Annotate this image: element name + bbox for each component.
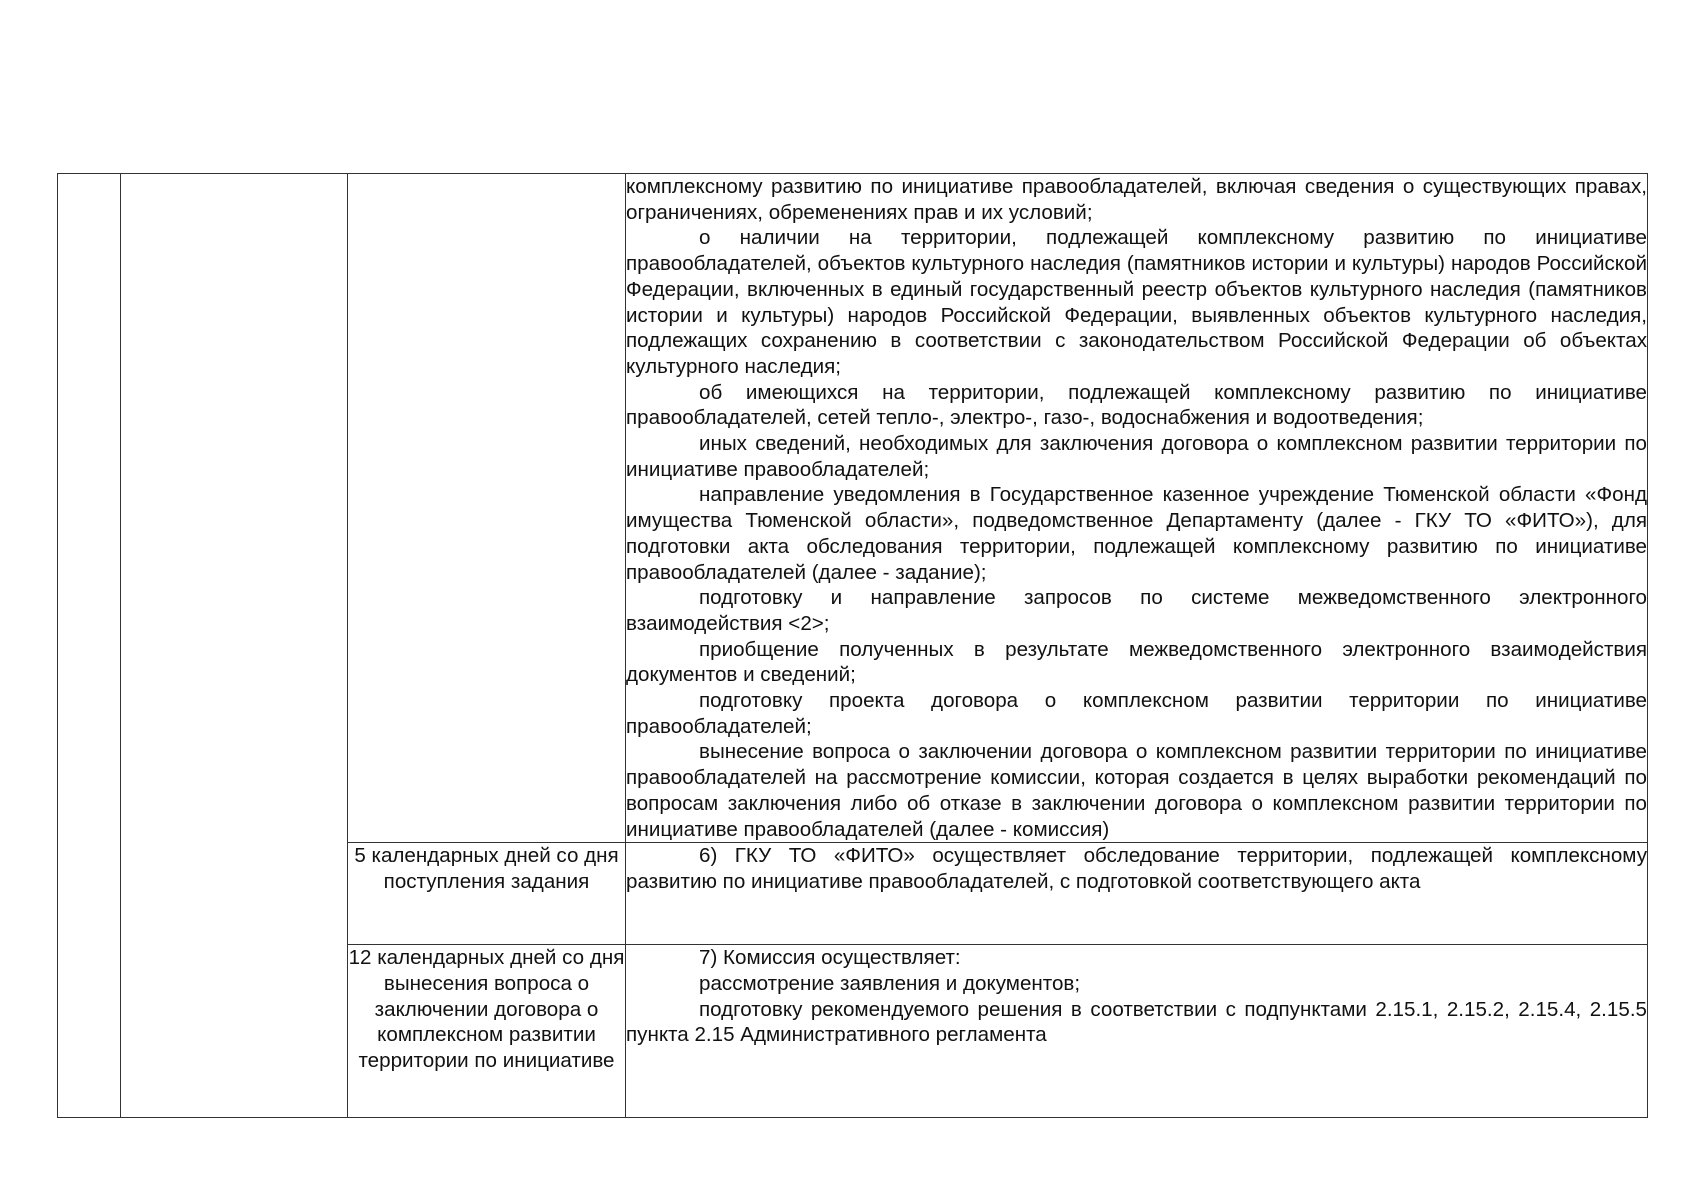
paragraph: подготовку проекта договора о комплексном развитии территории по инициативе правообладателей; — [626, 689, 1647, 738]
content-cell — [626, 945, 1648, 1118]
paragraph: подготовку рекомендуемого решения в соответствии с подпунктами 2.15.1, 2.15.2, 2.15.4, 2.15.5 пункта 2.15 Административного регламента — [626, 997, 1647, 1047]
procedure-name-cell — [121, 174, 348, 1118]
paragraph: рассмотрение заявления и документов; — [699, 971, 1081, 995]
deadline-cell: 12 календарных дней со дня вынесения вопроса о заключении договора о комплексном развитии территории по инициативе — [348, 945, 626, 1118]
procedure-table — [57, 173, 1648, 1118]
paragraph: приобщение полученных в результате межведомственного электронного взаимодействия документов и сведений; — [626, 637, 1647, 687]
paragraph: подготовку и направление запросов по системе межведомственного электронного взаимодействия <2>; — [626, 586, 1647, 635]
deadline-cell: 5 календарных дней со дня поступления задания — [348, 843, 626, 945]
paragraph: иных сведений, необходимых для заключения договора о комплексном развитии территории по инициативе правообладателей; — [626, 432, 1647, 481]
content-cell — [626, 174, 1648, 843]
number-cell — [58, 174, 121, 1118]
paragraph: о наличии на территории, подлежащей комплексному развитию по инициативе правообладателей, объектов культурного наследия (памятников истории и культуры) народов Российской Федерации, включенных в единый государственный реестр объектов культурного наследия (памятников истории и культуры) народов Российской Федерации, выявленных объектов культурного наследия, подлежащих сохранению в соответствии с законодательством Российской Федерации об объектах культурного наследия; — [626, 226, 1647, 378]
paragraph: вынесение вопроса о заключении договора о комплексном развитии территории по инициативе правообладателей на рассмотрение комиссии, которая создается в целях выработки рекомендаций по вопросам заключения либо об отказе в заключении договора о комплексном развитии территории по инициативе правообладателей (далее - комиссия) — [626, 740, 1647, 841]
paragraph: комплексному развитию по инициативе правообладателей, включая сведения о существующих правах, ограничениях, обременениях прав и их условий; — [626, 175, 1647, 224]
paragraph: направление уведомления в Государственное казенное учреждение Тюменской области «Фонд имущества Тюменской области», подведомственное Департаменту (далее - ГКУ ТО «ФИТО»), для подготовки акта обследования территории, подлежащей комплексному развитию по инициативе правообладателей (далее - задание); — [626, 483, 1647, 584]
content-cell — [626, 843, 1648, 945]
paragraph: об имеющихся на территории, подлежащей комплексному развитию по инициативе правообладателей, сетей тепло-, электро-, газо-, водоснабжения и водоотведения; — [626, 380, 1647, 430]
paragraph: 7) Комиссия осуществляет: — [699, 946, 961, 970]
deadline-cell — [348, 174, 626, 843]
table-row — [58, 174, 1648, 843]
paragraph: 6) ГКУ ТО «ФИТО» осуществляет обследование территории, подлежащей комплексному развитию по инициативе правообладателей, с подготовкой соответствующего акта — [626, 844, 1647, 893]
